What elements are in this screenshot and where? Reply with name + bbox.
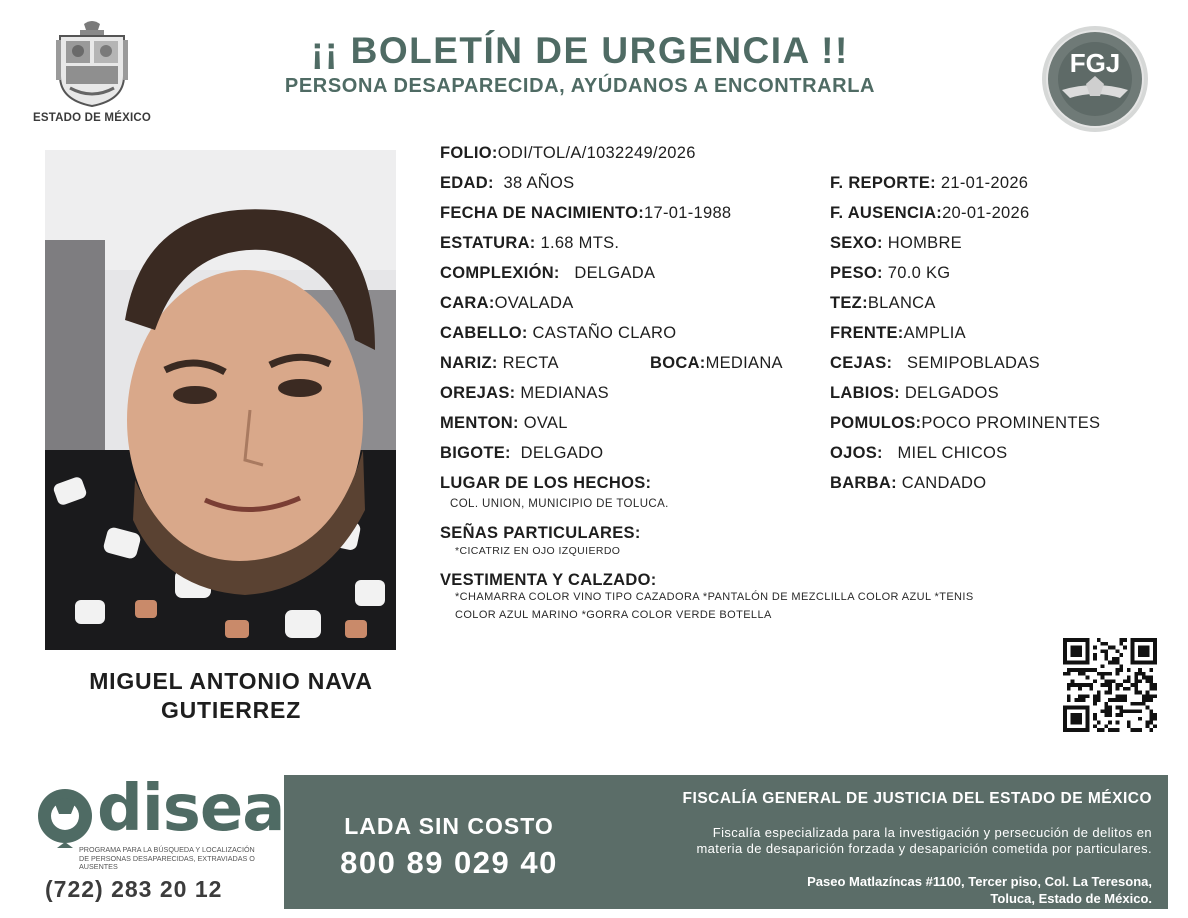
fgj-seal-text: FGJ <box>1069 48 1121 78</box>
ausencia-value: 20-01-2026 <box>942 204 1030 222</box>
field-peso <box>830 264 950 283</box>
odisea-wordmark: disea <box>97 772 285 846</box>
senas-label: SEÑAS PARTICULARES: <box>440 524 641 542</box>
labios-label: LABIOS: <box>830 384 900 402</box>
odisea-logo <box>35 772 285 910</box>
fgj-description-line-2: materia de desaparición forzada y desaparición cometida por particulares. <box>696 841 1152 856</box>
fgj-name: FISCALÍA GENERAL DE JUSTICIA DEL ESTADO DE MÉXICO <box>682 790 1152 807</box>
nariz-value: RECTA <box>502 354 559 372</box>
fgj-address-line-1: Paseo Matlazíncas #1100, Tercer piso, Col. La Teresona, <box>807 874 1152 889</box>
field-boca <box>650 354 783 373</box>
complexion-label: COMPLEXIÓN: <box>440 264 560 282</box>
lada-label: LADA SIN COSTO <box>344 813 554 839</box>
field-ausencia <box>830 204 1029 223</box>
complexion-value: DELGADA <box>574 264 656 282</box>
cara-value: OVALADA <box>494 294 574 312</box>
odisea-program-line-2: DE PERSONAS DESAPARECIDAS, EXTRAVIADAS O <box>79 853 255 863</box>
field-nariz <box>440 354 559 373</box>
fgj-address <box>807 873 1152 907</box>
cabello-value: CASTAÑO CLARO <box>532 324 677 342</box>
name-line-2: GUTIERREZ <box>160 697 302 723</box>
boca-value: MEDIANA <box>705 354 783 372</box>
nacimiento-value: 17-01-1988 <box>644 204 732 222</box>
cejas-value: SEMIPOBLADAS <box>906 354 1040 372</box>
estado-de-mexico-logo <box>30 20 154 124</box>
barba-label: BARBA: <box>830 474 897 492</box>
reporte-label: F. REPORTE: <box>830 174 936 192</box>
field-pomulos <box>830 414 1100 433</box>
lugar-label: LUGAR DE LOS HECHOS: <box>440 474 652 492</box>
fgj-description-line-1: Fiscalía especializada para la investigación y persecución de delitos en <box>712 825 1152 840</box>
odisea-program-text <box>79 846 279 872</box>
nariz-label: NARIZ: <box>440 354 498 372</box>
bigote-label: BIGOTE: <box>440 444 511 462</box>
qr-code[interactable] <box>1063 638 1157 732</box>
vestimenta-label: VESTIMENTA Y CALZADO: <box>440 571 657 589</box>
reporte-value: 21-01-2026 <box>940 174 1029 192</box>
field-cara <box>440 294 574 313</box>
field-edad <box>440 174 574 193</box>
fgj-seal-icon <box>1040 24 1150 134</box>
missing-person-name <box>45 667 417 725</box>
pomulos-label: POMULOS: <box>830 414 922 432</box>
nacimiento-label: FECHA DE NACIMIENTO: <box>440 204 644 222</box>
vestimenta-line-1: *CHAMARRA COLOR VINO TIPO CAZADORA *PANTALÓN DE MEZCLILLA COLOR AZUL *TENIS <box>455 591 974 603</box>
orejas-label: OREJAS: <box>440 384 516 402</box>
field-sexo <box>830 234 962 253</box>
folio-value: ODI/TOL/A/1032249/2026 <box>497 144 696 162</box>
bulletin-subtitle: PERSONA DESAPARECIDA, AYÚDANOS A ENCONTRARLA <box>284 75 876 97</box>
odisea-program-line-1: PROGRAMA PARA LA BÚSQUEDA Y LOCALIZACIÓN <box>79 845 255 854</box>
peso-label: PESO: <box>830 264 883 282</box>
name-line-1: MIGUEL ANTONIO NAVA <box>89 668 373 694</box>
sexo-label: SEXO: <box>830 234 883 252</box>
footer-band <box>284 775 1168 909</box>
menton-value: OVAL <box>523 414 568 432</box>
field-barba <box>830 474 986 493</box>
boca-label: BOCA: <box>650 354 706 372</box>
edad-label: EDAD: <box>440 174 494 192</box>
field-estatura <box>440 234 619 253</box>
field-reporte <box>830 174 1028 193</box>
lada-number[interactable]: 800 89 029 40 <box>340 845 558 880</box>
bulletin-title: ¡¡ BOLETÍN DE URGENCIA !! <box>311 30 849 71</box>
field-folio <box>440 144 696 163</box>
barba-value: CANDADO <box>901 474 987 492</box>
field-menton <box>440 414 568 433</box>
frente-value: AMPLIA <box>903 324 966 342</box>
labios-value: DELGADOS <box>904 384 999 402</box>
odisea-phone[interactable]: (722) 283 20 12 <box>45 876 223 902</box>
field-tez <box>830 294 936 313</box>
menton-label: MENTON: <box>440 414 519 432</box>
orejas-value: MEDIANAS <box>520 384 609 402</box>
field-bigote <box>440 444 603 463</box>
field-complexion <box>440 264 655 283</box>
field-cabello <box>440 324 676 343</box>
peso-value: 70.0 KG <box>887 264 951 282</box>
estatura-label: ESTATURA: <box>440 234 536 252</box>
edad-value: 38 AÑOS <box>503 174 575 192</box>
fgj-seal-logo <box>1040 24 1150 134</box>
field-cejas <box>830 354 1040 373</box>
state-name: ESTADO DE MÉXICO <box>33 112 151 124</box>
frente-label: FRENTE: <box>830 324 904 342</box>
fgj-address-line-2: Toluca, Estado de México. <box>990 891 1152 906</box>
field-nacimiento <box>440 204 731 223</box>
ausencia-label: F. AUSENCIA: <box>830 204 943 222</box>
estatura-value: 1.68 MTS. <box>540 234 620 252</box>
tez-label: TEZ: <box>830 294 868 312</box>
ojos-value: MIEL CHICOS <box>897 444 1008 462</box>
coat-of-arms-icon <box>54 20 130 108</box>
odisea-pin-icon <box>35 786 99 850</box>
sexo-value: HOMBRE <box>887 234 962 252</box>
senas-value: *CICATRIZ EN OJO IZQUIERDO <box>455 545 621 557</box>
fgj-description <box>696 825 1152 857</box>
cara-label: CARA: <box>440 294 495 312</box>
field-frente <box>830 324 966 343</box>
ojos-label: OJOS: <box>830 444 883 462</box>
pomulos-value: POCO PROMINENTES <box>921 414 1101 432</box>
tez-value: BLANCA <box>867 294 936 312</box>
bigote-value: DELGADO <box>520 444 604 462</box>
field-ojos <box>830 444 1007 463</box>
missing-person-photo <box>45 150 396 650</box>
field-orejas <box>440 384 609 403</box>
cabello-label: CABELLO: <box>440 324 528 342</box>
vestimenta-line-2: COLOR AZUL MARINO *GORRA COLOR VERDE BOTELLA <box>455 609 772 621</box>
odisea-program-line-3: AUSENTES <box>79 862 118 871</box>
field-labios <box>830 384 999 403</box>
lugar-value: COL. UNION, MUNICIPIO DE TOLUCA. <box>450 498 669 510</box>
folio-label: FOLIO: <box>440 144 498 162</box>
cejas-label: CEJAS: <box>830 354 893 372</box>
